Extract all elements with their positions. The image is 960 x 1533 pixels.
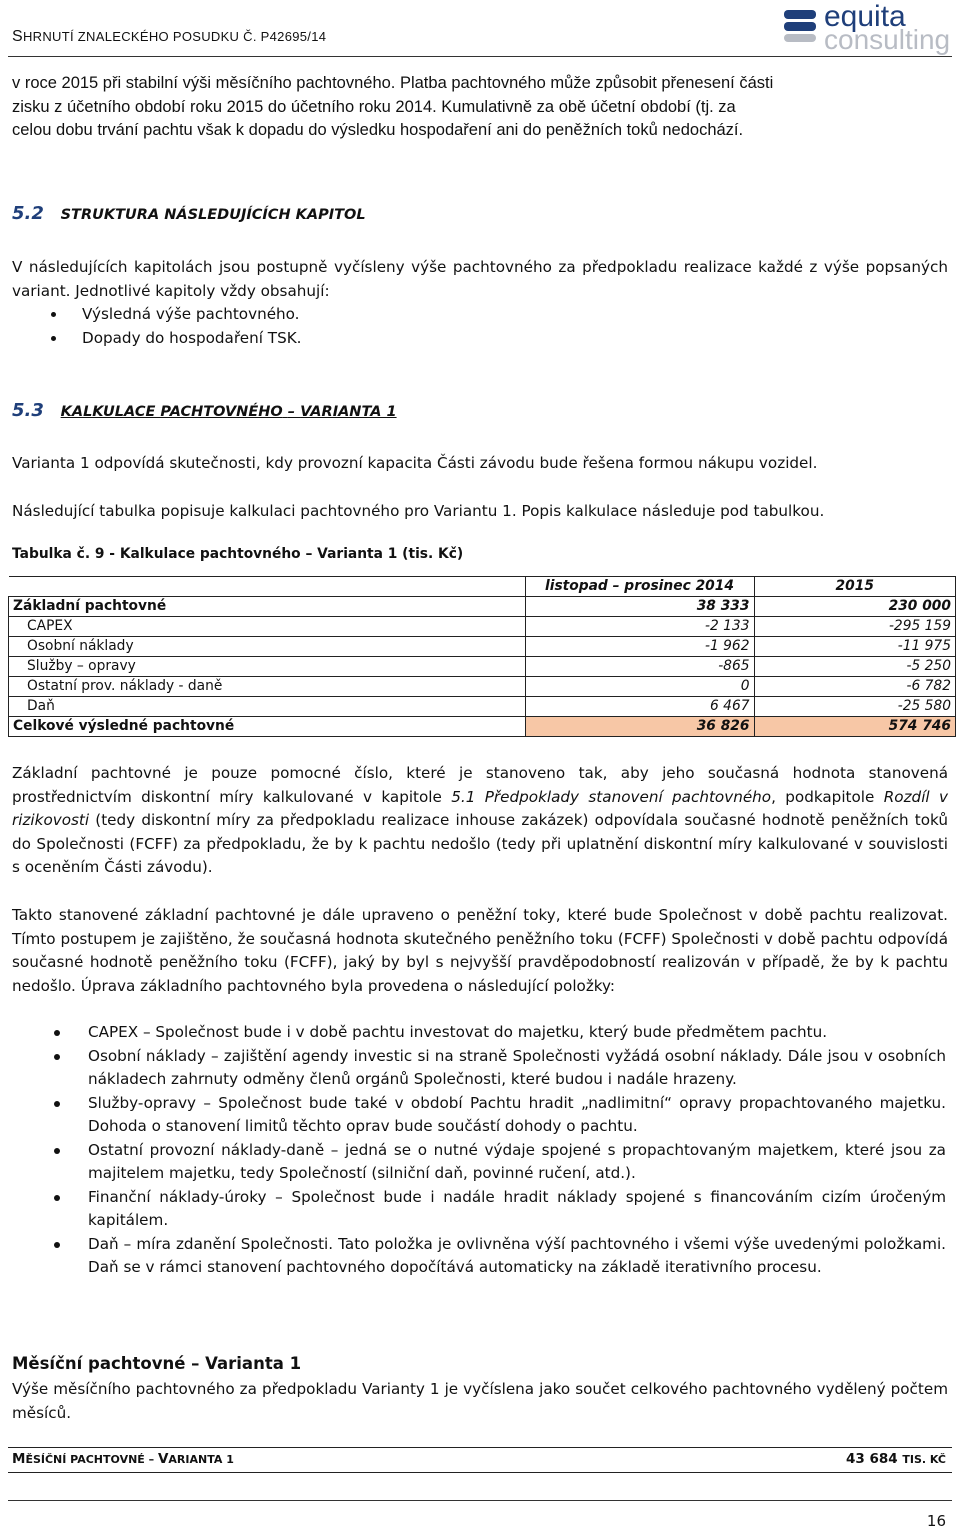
body-paragraph-3: Výše měsíčního pachtovného za předpokladu Varianty 1 je vyčíslena jako součet celkového pachtovného vydělený počtem měsíců. <box>12 1380 948 1422</box>
paragraph-text: , podkapitole <box>771 787 884 806</box>
list-item <box>12 1045 946 1092</box>
list-item <box>12 1186 946 1233</box>
body-paragraph-2: Takto stanovené základní pachtovné je dále upraveno o peněžní toky, které bude Společnost v době pachtu realizovat. Tímto postupem je zajištěno, že současná hodnota skutečného peněžního toku (FCFF) Společnosti v době pachtu odpovídá současné hodnotě peněžního toku (FCFF), jaký by byl s nejvyšší pravděpodobností realizován v případě, že by k pachtu nedošlo. Úprava základního pachtovného byla provedena o následující položky: <box>12 906 948 995</box>
body-paragraph-1 <box>12 762 948 880</box>
section-title-part: VARIANTA 1 <box>300 404 397 420</box>
section-5-2-bullet-list <box>12 303 302 350</box>
logo-mark-icon <box>782 8 818 44</box>
row-label: Služby – opravy <box>9 657 526 677</box>
cell-value-highlight: 574 746 <box>754 717 956 737</box>
summary-amount: 43 684 <box>845 1451 898 1467</box>
cell-value: -1 962 <box>525 637 754 657</box>
list-item <box>12 1092 946 1139</box>
page-number: 16 <box>926 1512 946 1530</box>
row-label: Celkové výsledné pachtovné <box>9 717 526 737</box>
table-total-row <box>9 717 956 737</box>
intro-line: v roce 2015 při stabilní výši měsíčního pachtovného. Platba pachtovného může způsobit přenesení části <box>12 74 774 92</box>
list-item-text: Ostatní provozní náklady-daně – jedná se o nutné výdaje spojené s propachtovaným majetkem, které jsou za majitelem majetku, tedy Společností (silniční daň, povinné ručení, atd.). <box>88 1140 946 1182</box>
list-item <box>12 327 302 351</box>
list-item-text: Výsledná výše pachtovného. <box>82 305 300 323</box>
list-item <box>12 1233 946 1280</box>
cell-value: -25 580 <box>754 697 956 717</box>
summary-label-part: M <box>12 1451 26 1467</box>
cell-value: -295 159 <box>754 617 956 637</box>
summary-unit: TIS. KČ <box>902 1453 946 1466</box>
table-corner-cell <box>9 577 526 597</box>
summary-label <box>12 1451 234 1467</box>
section-5-3-paragraph: Varianta 1 odpovídá skutečnosti, kdy provozní kapacita Části závodu bude řešena formou nákupu vozidel. <box>12 454 818 472</box>
table-row <box>9 617 956 637</box>
intro-paragraph <box>12 72 950 143</box>
cell-value: -11 975 <box>754 637 956 657</box>
cell-value: -6 782 <box>754 677 956 697</box>
section-heading-5-2 <box>12 203 366 224</box>
row-label: Osobní náklady <box>9 637 526 657</box>
cell-value: -865 <box>525 657 754 677</box>
cell-value: -2 133 <box>525 617 754 637</box>
row-label: Základní pachtovné <box>9 597 526 617</box>
column-header: 2015 <box>754 577 956 597</box>
column-header: listopad – prosinec 2014 <box>525 577 754 597</box>
chapter-reference-link[interactable]: 5.1 Předpoklady stanovení pachtovného <box>451 787 772 806</box>
header-rule <box>8 56 952 57</box>
sub-heading: Měsíční pachtovné – Varianta 1 <box>12 1354 302 1373</box>
calculation-table <box>8 576 956 737</box>
section-title <box>61 404 397 420</box>
cell-value: 230 000 <box>754 597 956 617</box>
section-5-2-paragraph: V následujících kapitolách jsou postupně vyčísleny výše pachtovného za předpokladu realizace každé z výše popsaných variant. Jednotlivé kapitoly vždy obsahují: <box>12 258 948 300</box>
section-5-3-paragraph-2: Následující tabulka popisuje kalkulaci pachtovného pro Variantu 1. Popis kalkulace následuje pod tabulkou. <box>12 502 825 520</box>
cell-value: 6 467 <box>525 697 754 717</box>
paragraph-text: Základní pachtovné je pouze pomocné číslo, které je stanoveno tak, aby jeho současná hodnota stanovená prostřednictvím diskontní míry kalkulované v kapitole <box>12 764 948 806</box>
summary-value <box>846 1451 946 1467</box>
table-row <box>9 657 956 677</box>
document-header-title <box>12 28 326 46</box>
subchapter-reference-link[interactable]: Rozdíl v rizikovosti <box>12 787 948 829</box>
list-item-text: CAPEX – Společnost bude i v době pachtu investovat do majetku, který bude předmětem pachtu. <box>88 1023 828 1041</box>
list-item-text: Daň – míra zdanění Společnosti. Tato položka je ovlivněna výší pachtovného i všemi výše uvedenými položkami. Daň se v rámci stanovení pachtovného dopočítává automaticky na základě iterativního procesu. <box>88 1234 946 1276</box>
summary-bar <box>8 1447 952 1473</box>
section-number: 5.3 <box>12 400 44 421</box>
list-item <box>12 1139 946 1186</box>
list-item-text: Osobní náklady – zajištění agendy investic si na straně Společnosti vyžádá osobní náklady. Dále jsou v osobních nákladech zahrnuty odměny členů orgánů Společnosti, které budou i nadále hrazeny. <box>88 1046 946 1088</box>
summary-label-part: ARIANTA 1 <box>168 1453 234 1466</box>
summary-label-part: ĚSÍČNÍ PACHTOVNÉ – <box>25 1453 158 1466</box>
cell-value: -5 250 <box>754 657 956 677</box>
list-item-text: Služby-opravy – Společnost bude také v období Pachtu hradit „nadlimitní“ opravy propachtovaného majetku. Dohoda o stanovení limitů těchto oprav bude součástí dohody o pachtu. <box>88 1093 946 1135</box>
equita-logo <box>782 0 954 55</box>
footer-rule <box>8 1500 952 1501</box>
row-label: Ostatní prov. náklady - daně <box>9 677 526 697</box>
cell-value: 0 <box>525 677 754 697</box>
row-label: CAPEX <box>9 617 526 637</box>
row-label: Daň <box>9 697 526 717</box>
section-title-part: KALKULACE PACHTOVNÉHO <box>60 404 283 420</box>
intro-line: zisku z účetního období roku 2015 do účetního roku 2014. Kumulativně za obě účetní období (tj. za <box>12 97 736 116</box>
table-header-row <box>9 577 956 597</box>
header-title-rest: HRNUTÍ ZNALECKÉHO POSUDKU Č. P42695/14 <box>22 29 327 44</box>
list-item <box>12 303 302 327</box>
table-caption: Tabulka č. 9 - Kalkulace pachtovného – Varianta 1 (tis. Kč) <box>12 546 464 562</box>
summary-label-part: V <box>157 1451 169 1467</box>
section-number: 5.2 <box>12 203 44 224</box>
logo-word-equita: equita <box>824 0 906 33</box>
header-title-initial: S <box>12 28 23 45</box>
table-row <box>9 637 956 657</box>
section-title: STRUKTURA NÁSLEDUJÍCÍCH KAPITOL <box>60 207 366 223</box>
list-item-text: Dopady do hospodaření TSK. <box>82 328 302 347</box>
adjustment-items-list <box>12 1021 946 1280</box>
table-row <box>9 677 956 697</box>
list-item-text: Finanční náklady-úroky – Společnost bude i nadále hradit náklady spojené s financováním cizím úročeným kapitálem. <box>88 1187 946 1229</box>
table-row <box>9 597 956 617</box>
cell-value-highlight: 36 826 <box>525 717 754 737</box>
list-item <box>12 1021 946 1045</box>
intro-line: celou dobu trvání pachtu však k dopadu do výsledku hospodaření ani do peněžních toků nedochází. <box>12 121 744 139</box>
logo-word-consulting: consulting <box>824 24 951 55</box>
table-row <box>9 697 956 717</box>
section-title-dash: – <box>287 404 295 420</box>
cell-value: 38 333 <box>525 597 754 617</box>
section-heading-5-3 <box>12 400 397 421</box>
paragraph-text: (tedy diskontní míry za předpokladu realizace inhouse zakázek) odpovídala současné hodnotě peněžních toků do Společnosti (FCFF) za předpokladu, že by k pachtu nedošlo (tedy při uplatnění diskontní míry kalkulované v souvislosti s oceněním Části závodu). <box>12 811 948 876</box>
